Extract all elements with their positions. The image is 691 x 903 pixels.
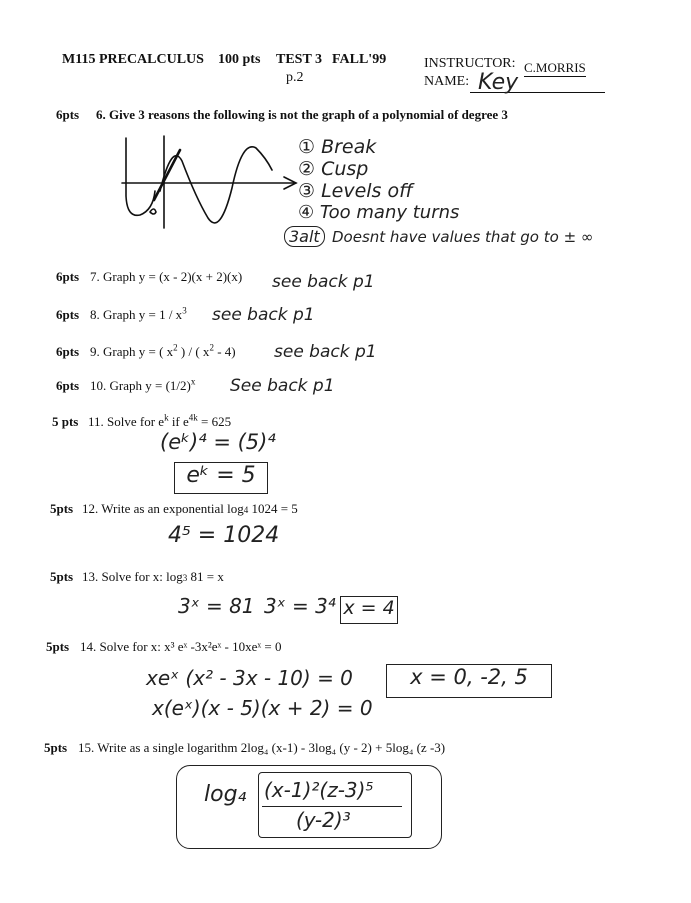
q10-prompt: 10. Graph $y = (1/2)^x$ bbox=[90, 376, 196, 393]
page-number: p.2 bbox=[286, 70, 304, 85]
q13-prompt: 13. Solve for x: log3 81 = x bbox=[82, 569, 224, 584]
q6-reason-1: ① Break bbox=[298, 136, 377, 158]
q15-answer-denominator: (y-2)³ bbox=[296, 808, 351, 832]
graph-break-mark bbox=[150, 209, 156, 214]
q6-reason-4: ④ Too many turns bbox=[298, 202, 460, 223]
q15-fraction-bar bbox=[262, 806, 402, 807]
q15-prompt: 15. Write as a single logarithm 2log₄ (x-1) - 3log₄ (y - 2) + 5log₄ (z -3) bbox=[78, 740, 446, 755]
q13-work-2: 3ˣ = 3⁴ bbox=[264, 594, 336, 618]
q14-prompt: 14. Solve for x: x³ eˣ -3x²eˣ - 10xeˣ = 0 bbox=[80, 639, 282, 654]
q7-points: 6pts bbox=[56, 269, 80, 284]
q9-answer: see back p1 bbox=[274, 342, 377, 362]
q10-points: 6pts bbox=[56, 378, 80, 393]
q13-work-1: 3ˣ = 81 bbox=[178, 594, 255, 618]
q14-work-1: xeˣ (x² - 3x - 10) = 0 bbox=[146, 666, 353, 690]
q7-answer: see back p1 bbox=[272, 272, 375, 292]
q15-answer-numerator: (x-1)²(z-3)⁵ bbox=[264, 778, 374, 802]
q12-points: 5pts bbox=[50, 501, 74, 516]
q8-answer: see back p1 bbox=[212, 305, 315, 325]
q6-reason-3: ③ Levels off bbox=[298, 180, 413, 202]
q14-points: 5pts bbox=[46, 639, 70, 654]
q7-prompt: 7. Graph y = (x - 2)(x + 2)(x) bbox=[90, 269, 243, 284]
q12-prompt: 12. Write as an exponential log4 1024 = 5 bbox=[82, 501, 298, 516]
name-label: NAME: bbox=[424, 74, 470, 89]
q6-alt-reason: Doesnt have values that go to ± ∞ bbox=[332, 228, 594, 246]
q6-prompt: 6. Give 3 reasons the following is not the graph of a polynomial of degree 3 bbox=[96, 107, 508, 122]
q6-points: 6pts bbox=[56, 107, 80, 122]
q11-answer: eᵏ = 5 bbox=[174, 462, 268, 494]
course-title: M115 PRECALCULUS bbox=[62, 52, 204, 67]
q9-points: 6pts bbox=[56, 344, 80, 359]
graph-cusp-mark bbox=[154, 150, 180, 200]
q15-points: 5pts bbox=[44, 740, 68, 755]
graph-left-branch bbox=[126, 138, 155, 215]
q8-prompt: 8. Graph $y = 1 / x^3$ bbox=[90, 305, 187, 322]
instructor-name: C.MORRIS bbox=[524, 60, 586, 75]
q13-answer: x = 4 bbox=[340, 596, 398, 624]
q6-alt-label: 3alt bbox=[284, 226, 325, 247]
test-number: TEST 3 bbox=[276, 52, 323, 67]
q6-reason-2: ② Cusp bbox=[298, 158, 369, 180]
q14-work-2: x(eˣ)(x - 5)(x + 2) = 0 bbox=[152, 696, 373, 720]
q11-prompt: 11. Solve for $e^k$ if $e^{4k} = 625$ bbox=[88, 412, 232, 429]
q13-points: 5pts bbox=[50, 569, 74, 584]
q14-answer: x = 0, -2, 5 bbox=[386, 664, 552, 698]
total-points: 100 pts bbox=[218, 52, 261, 67]
q10-answer: See back p1 bbox=[230, 376, 335, 396]
q11-points: 5 pts bbox=[52, 414, 79, 429]
instructor-label: INSTRUCTOR: bbox=[424, 56, 516, 71]
name-value: Key bbox=[478, 70, 519, 95]
q9-prompt: 9. Graph y = ( $x^2$ ) / ( $x^2 - 4$) bbox=[90, 342, 236, 359]
q11-work: (eᵏ)⁴ = (5)⁴ bbox=[160, 430, 276, 454]
q8-points: 6pts bbox=[56, 307, 80, 322]
q15-answer-log: log₄ bbox=[204, 782, 247, 807]
q12-answer: 4⁵ = 1024 bbox=[168, 523, 280, 548]
term: FALL'99 bbox=[332, 52, 387, 67]
